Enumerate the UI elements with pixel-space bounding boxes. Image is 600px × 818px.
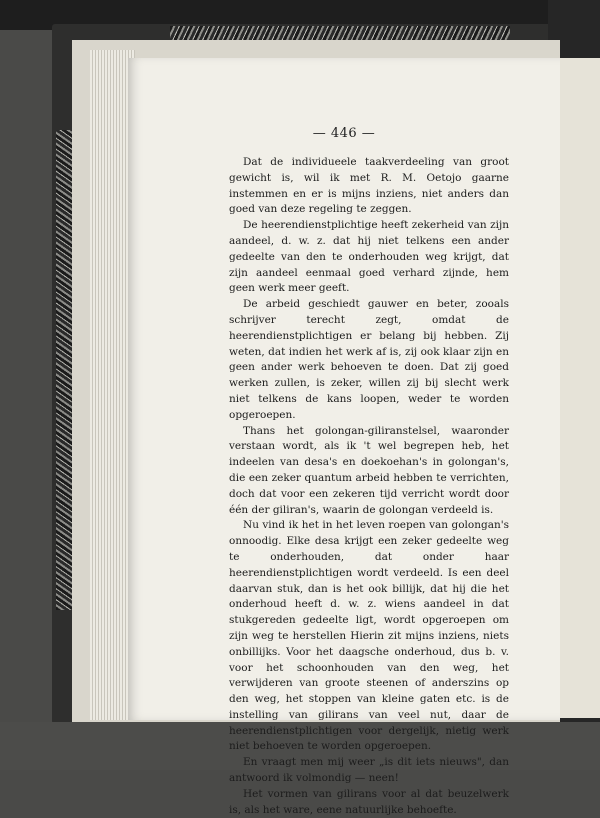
- paragraph: Thans het golongan-giliranstelsel, waaronder verstaan wordt, als ik 't wel begrepen heb, het indeelen van desa's en doekoehan's in golongan's, die een zeker quantum arbeid hebben te verrichten, doch dat voor een zekeren tijd verricht wordt door één der giliran's, waarin de golongan verdeeld is.: [229, 424, 509, 516]
- paragraph: De heerendienstplichtige heeft zekerheid van zijn aandeel, d. w. z. dat hij niet telkens een ander gedeelte van den te onderhouden weg krijgt, dat zijn aandeel eenmaal goed verhard zijnde, hem geen werk meer geeft.: [229, 219, 509, 295]
- page-number: — 446 —: [312, 126, 376, 141]
- paragraph: De arbeid geschiedt gauwer en beter, zooals schrijver terecht zegt, omdat de heerendienstplichtigen er belang bij hebben. Zij weten, dat indien het werk af is, zij ook klaar zijn en geen ander werk behoeven te doen. Dat zij goed werken zullen, is zeker, willen zij bij slecht werk niet telkens de kans loopen, weder te worden opgeroepen.: [229, 298, 509, 421]
- paragraph: Dat de individueele taakverdeeling van groot gewicht is, wil ik met R. M. Oetojo gaarne instemmen en er is mijns inziens, niet anders dan goed van deze regeling te zeggen.: [229, 156, 509, 216]
- facing-page-edge: [558, 58, 600, 718]
- body-text: [229, 155, 509, 818]
- paragraph: Nu vind ik het in het leven roepen van golongan's onnoodig. Elke desa krijgt een zeker gedeelte weg te onderhouden, dat onder haar heerendienstplichtigen wordt verdeeld. Is een deel daarvan stuk, dan is het ook billijk, dat hij die het onderhoud heeft d. w. z. wiens aandeel in dat stukgereden gedeelte ligt, wordt opgeroepen om zijn weg te herstellen Hierin zit mijns inziens, niets onbillijks. Voor het daagsche onderhoud, dus b. v. voor het schoonhouden van den weg, het verwijderen van groote steenen of anderszins op den weg, het stoppen van kleine gaten etc. is de instelling van gilirans van veel nut, daar de heerendienstplichtigen voor dergelijk, nietig werk niet behoeven te worden opgeroepen.: [229, 519, 509, 753]
- paragraph: Het vormen van gilirans voor al dat beuzelwerk is, als het ware, eene natuurlijke behoefte.: [229, 787, 509, 816]
- paragraph: En vraagt men mij weer „is dit iets nieuws", dan antwoord ik volmondig — neen!: [229, 756, 509, 785]
